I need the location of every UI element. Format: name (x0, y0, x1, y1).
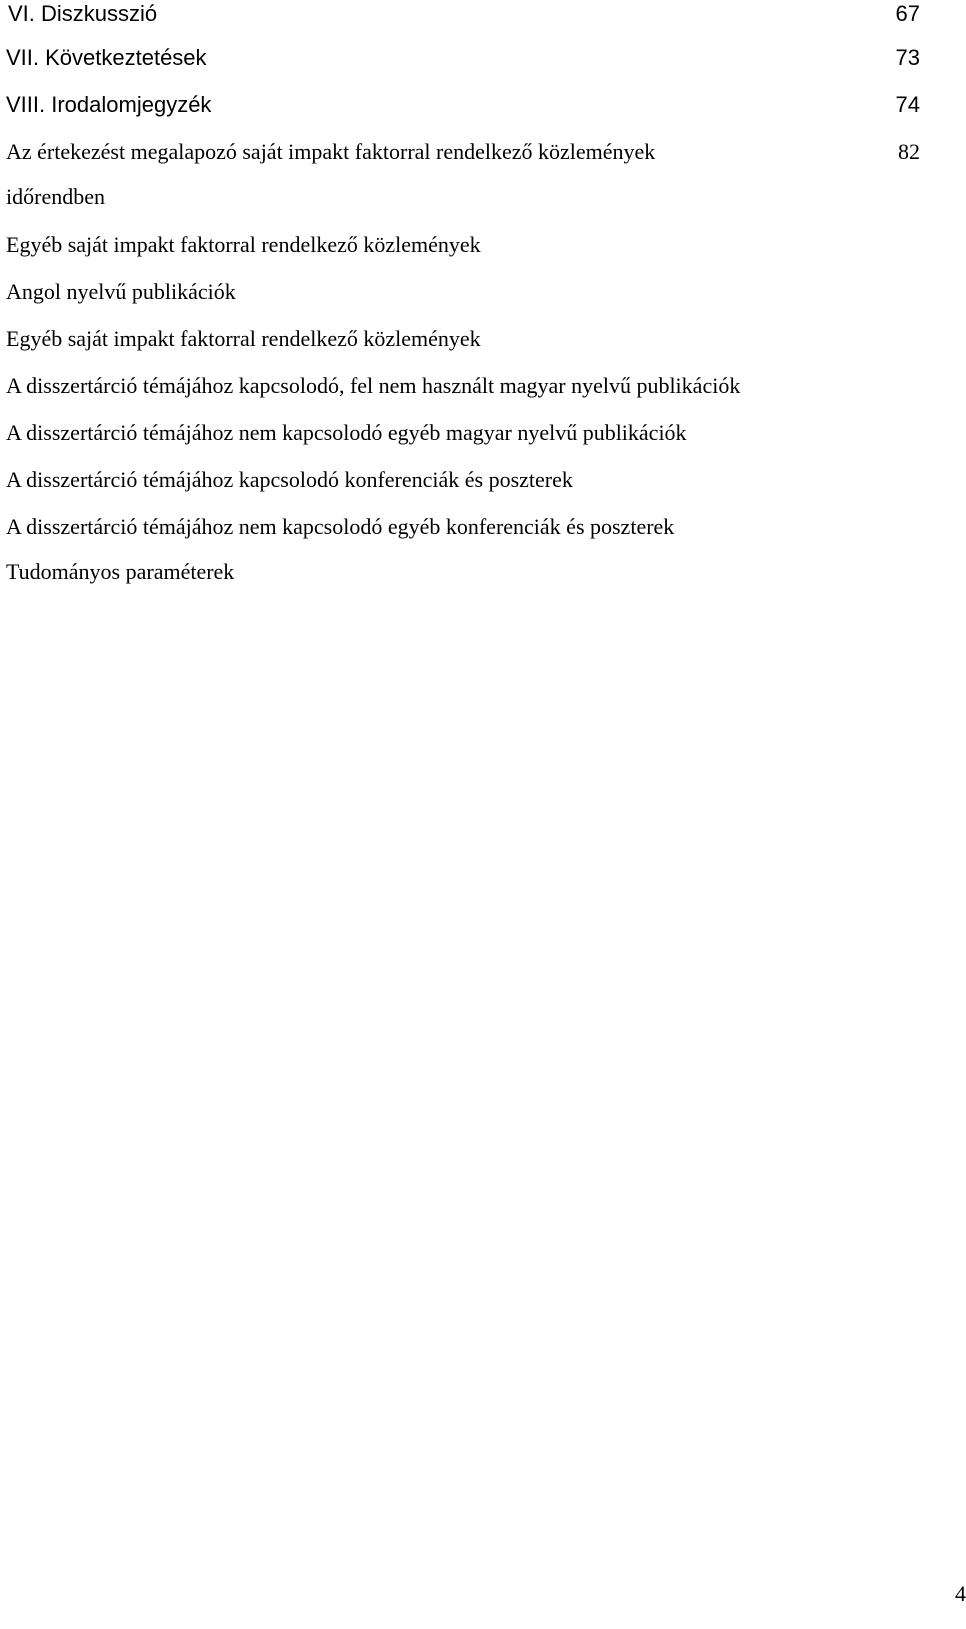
toc-entry-angol-publikaciok (0, 272, 960, 312)
toc-entry-idorendben (0, 177, 960, 217)
toc-entry-page: 82 (898, 139, 920, 164)
page-number: 4 (955, 1581, 966, 1606)
toc-entry-title: időrendben (6, 184, 105, 209)
toc-entry-title: Angol nyelvű publikációk (6, 279, 236, 304)
toc-entry-kovetkeztetesek (0, 38, 960, 78)
toc-entry-nem-kapcsolodo-konferenciak (0, 507, 960, 547)
toc-entry-title: Tudományos paraméterek (6, 559, 235, 584)
toc-entry-title: A disszertárció témájához kapcsolodó konferenciák és poszterek (6, 467, 573, 492)
toc-entry-title: Egyéb saját impakt faktorral rendelkező közlemények (6, 326, 481, 351)
toc-entry-page: 73 (895, 45, 920, 70)
toc-entry-diszkusszio (0, 0, 960, 34)
toc-entry-title: VIII. Irodalomjegyzék (6, 92, 212, 117)
toc-entry-title: A disszertárció témájához kapcsolodó, fel nem használt magyar nyelvű publikációk (6, 373, 741, 398)
toc-entry-title: VI. Diszkusszió (8, 1, 158, 26)
toc-entry-title: A disszertárció témájához nem kapcsolodó egyéb magyar nyelvű publikációk (6, 420, 687, 445)
toc-entry-title: Egyéb saját impakt faktorral rendelkező közlemények (6, 232, 481, 257)
toc-entry-tudomanyos-parameterek (0, 552, 960, 592)
toc-entry-title: A disszertárció témájához nem kapcsolodó egyéb konferenciák és poszterek (6, 514, 675, 539)
toc-entry-megalapozo-kozlemenyek (0, 132, 960, 172)
toc-entry-kapcsolodo-publikaciok (0, 366, 960, 406)
toc-entry-egyeb-kozlemenyek (0, 225, 960, 265)
toc-entry-page: 74 (895, 92, 920, 117)
toc-entry-irodalomjegyzek (0, 85, 960, 125)
toc-entry-egyeb-kozlemenyek-2 (0, 319, 960, 359)
toc-entry-title: VII. Következtetések (6, 45, 207, 70)
toc-entry-title: Az értekezést megalapozó saját impakt faktorral rendelkező közlemények (6, 139, 656, 164)
toc-entry-kapcsolodo-konferenciak (0, 460, 960, 500)
toc-entry-page: 67 (895, 1, 920, 26)
toc-entry-nem-kapcsolodo-publikaciok (0, 413, 960, 453)
